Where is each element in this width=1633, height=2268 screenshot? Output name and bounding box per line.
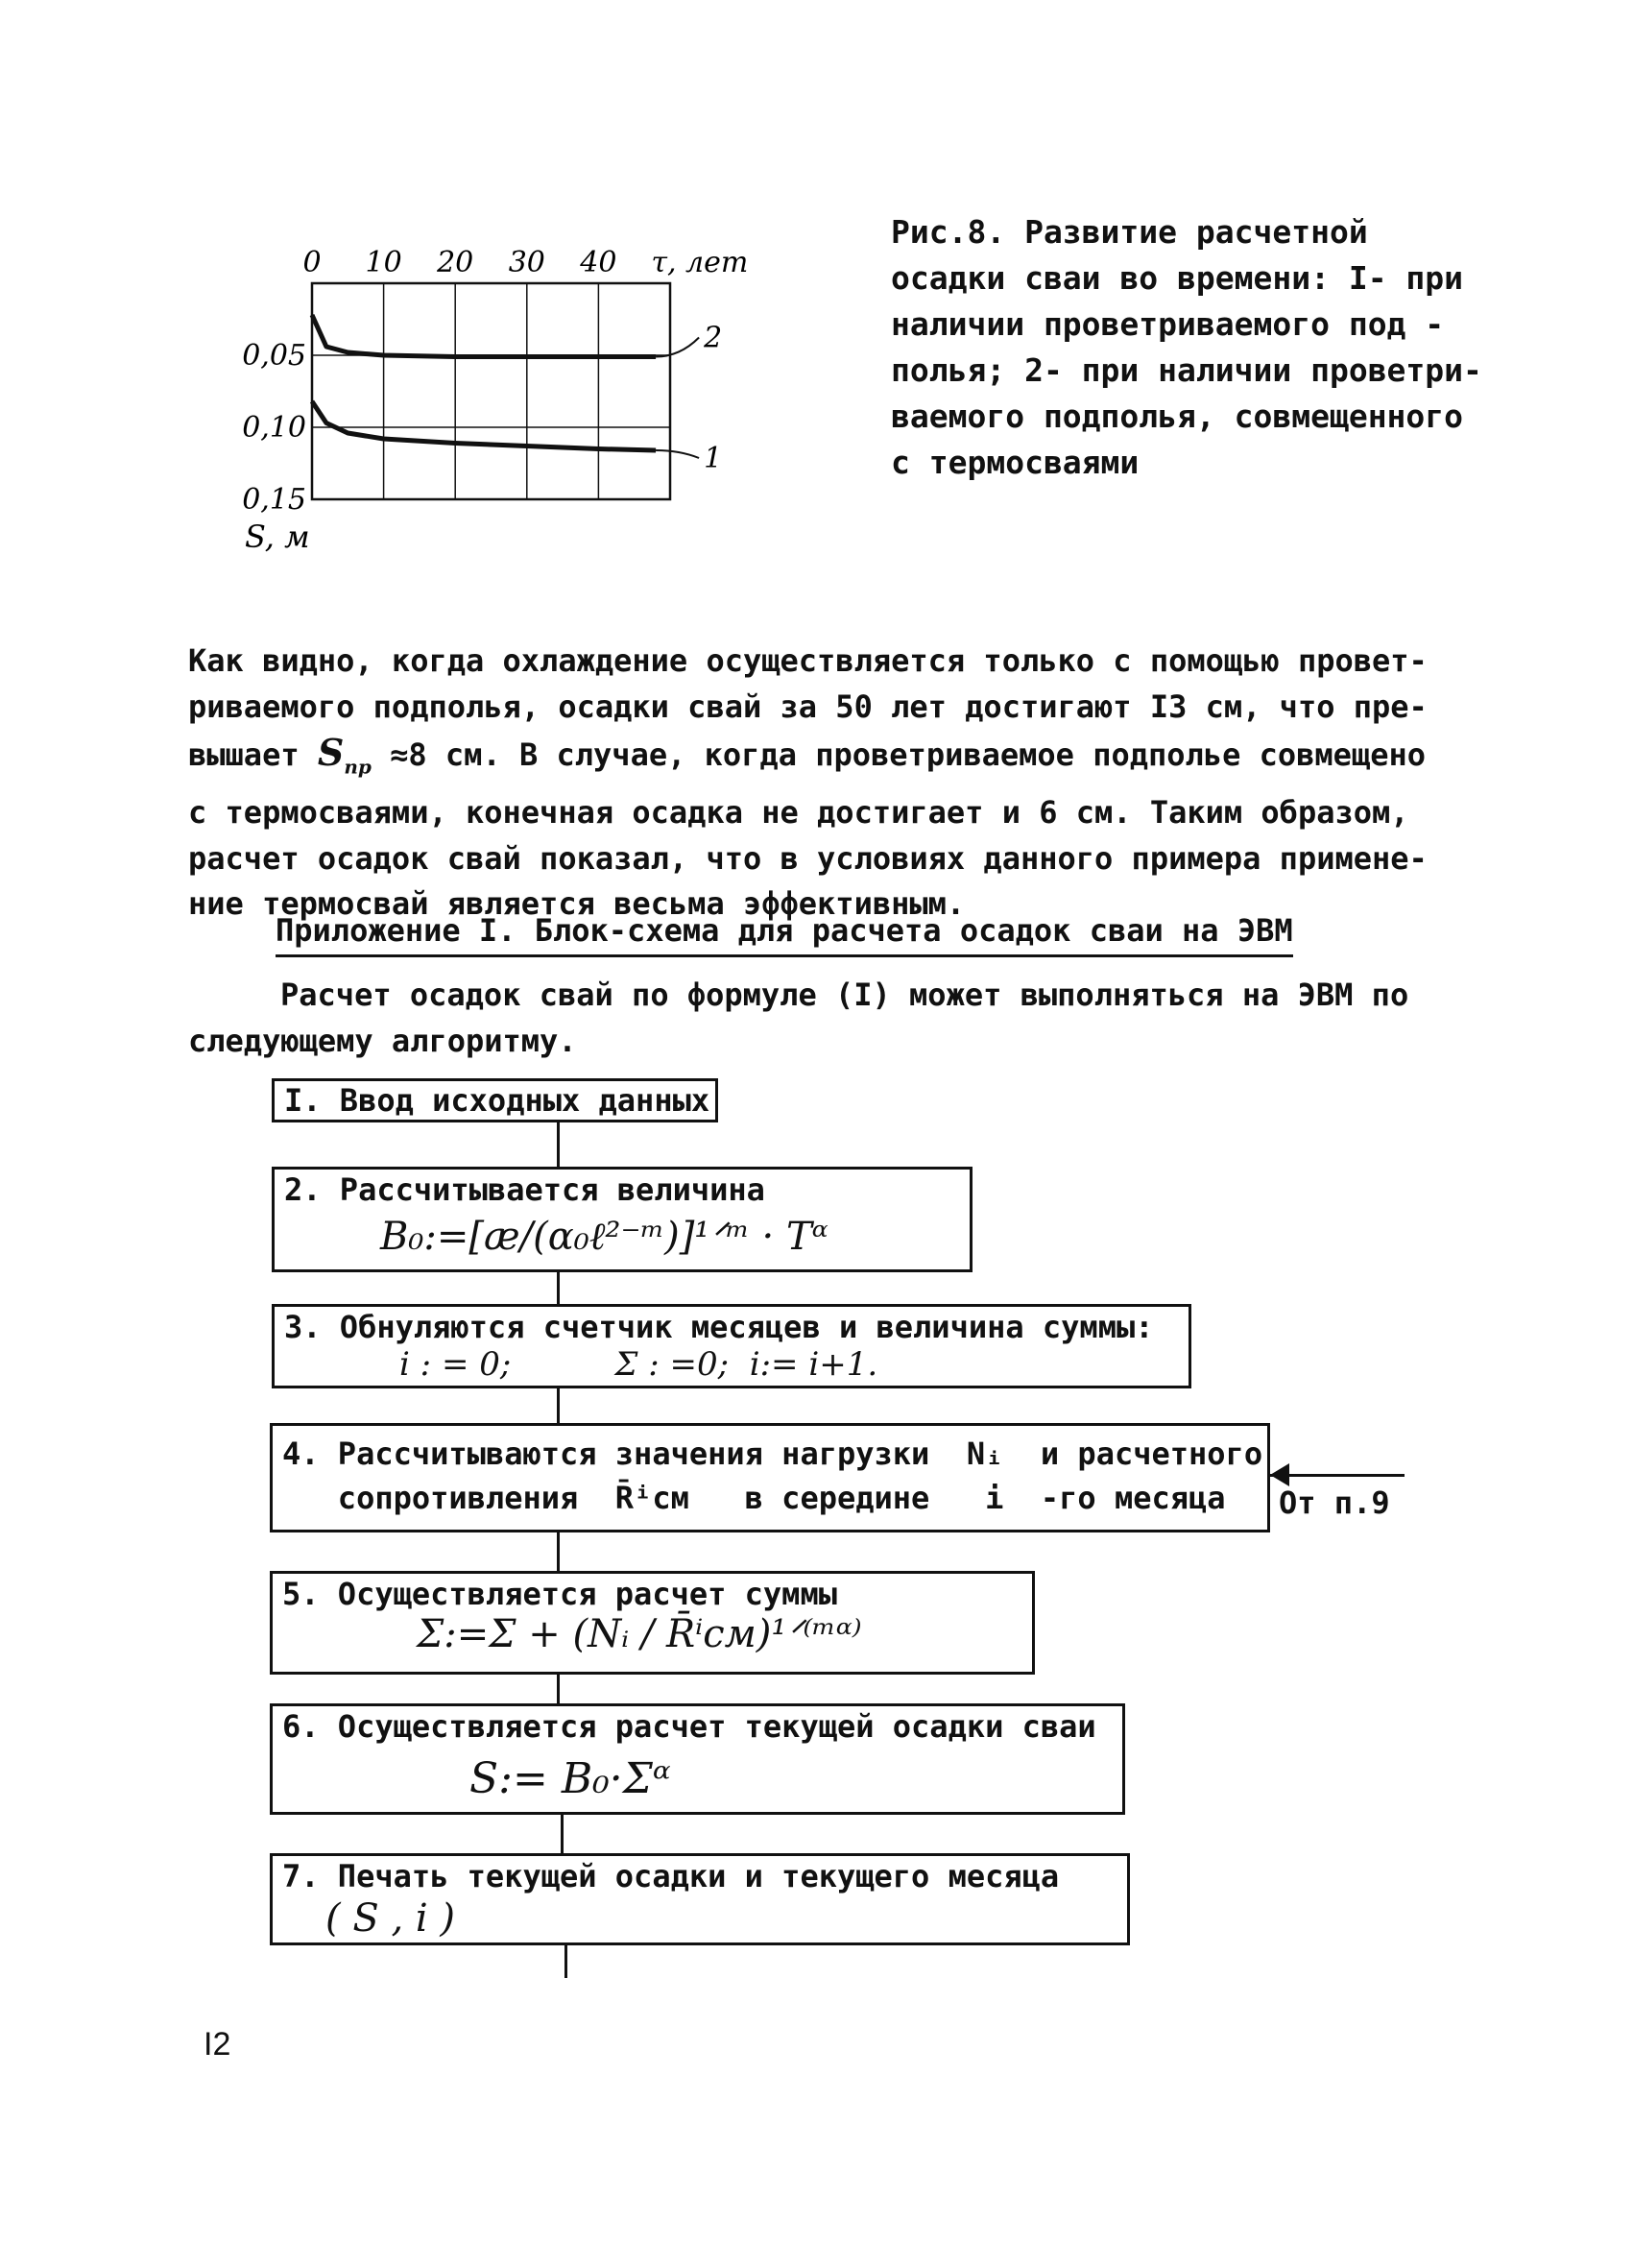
y-tick-label: 0,15 [242, 483, 306, 517]
x-tick-label: 40 [580, 246, 617, 279]
step-formula: i : = 0; Σ : =0; i:= i+1. [399, 1345, 878, 1384]
flowchart-step-3 [272, 1304, 1191, 1388]
paragraph-line: Как видно, когда охлаждение осуществляется только с помощью провет- [188, 642, 1428, 679]
paragraph-line: риваемого подполья, осадки свай за 50 лет достигают I3 см, что пре- [188, 688, 1428, 725]
s-symbol: S [317, 731, 345, 774]
flowchart-connector [557, 1675, 560, 1703]
x-tick-label: 20 [437, 246, 474, 279]
step-text: 5. Осуществляется расчет суммы [282, 1576, 837, 1612]
flowchart-connector [561, 1815, 564, 1853]
step-text: 7. Печать текущей осадки и текущего месяца [282, 1858, 1060, 1894]
flowchart-connector [564, 1945, 567, 1978]
appendix-heading: Приложение I. Блок-схема для расчета осадок сваи на ЭВМ [276, 912, 1293, 957]
paragraph-line: расчет осадок свай показал, что в условиях данного примера примене- [188, 839, 1428, 877]
flowchart-step-6 [270, 1703, 1125, 1815]
y-tick-label: 0,05 [242, 339, 306, 373]
step-formula: Σ:=Σ + (Nᵢ / R̄ⁱсм)¹ᐟ⁽ᵐᵅ⁾ [417, 1612, 862, 1656]
flowchart-step-2 [272, 1167, 973, 1272]
reference-label: От п.9 [1279, 1484, 1390, 1521]
flowchart-step-7 [270, 1853, 1130, 1945]
chart-series [312, 315, 699, 458]
settlement-chart [221, 221, 758, 586]
intro-paragraph [188, 972, 1446, 1064]
flowchart-connector [557, 1122, 560, 1167]
paragraph-line-part: вышает [188, 736, 318, 773]
paragraph-line [188, 730, 1446, 790]
step-formula: B₀:=[æ/(α₀ℓ²⁻ᵐ)]¹ᐟᵐ · Tᵅ [380, 1215, 829, 1259]
intro-line: следующему алгоритму. [188, 1023, 577, 1059]
x-tick-label: 10 [365, 246, 402, 279]
figure-caption: Рис.8. Развитие расчетной осадки сваи во времени: I- при наличии проветриваемого под - полья; 2- при наличии проветри- ваемого подполья, совмещенного с термосваями [891, 213, 1482, 481]
x-tick-label: 30 [508, 246, 545, 279]
curve-label: 1 [704, 442, 723, 475]
step-text: I. Ввод исходных данных [284, 1082, 710, 1119]
paragraph-line-part: ≈8 см. В случае, когда проветриваемое подполье совмещено [371, 736, 1426, 773]
body-paragraph [188, 639, 1446, 928]
plot-frame [312, 283, 670, 499]
chart-tick-labels [242, 246, 748, 555]
x-axis-label: τ, лет [651, 246, 749, 279]
curve-leader-line [656, 450, 699, 458]
flowchart-step-5 [270, 1571, 1035, 1675]
step-text: 6. Осуществляется расчет текущей осадки сваи [282, 1708, 1096, 1745]
curve-label: 2 [704, 321, 723, 355]
flowchart-connector [557, 1272, 560, 1304]
s-subscript: пр [344, 755, 372, 779]
chart-grid [312, 283, 670, 499]
loop-back-arrow [1270, 1474, 1405, 1477]
flowchart-step-4 [270, 1423, 1270, 1532]
curve-leader-line [656, 338, 699, 357]
page-number: I2 [204, 2026, 231, 2063]
series-line-2 [312, 315, 656, 357]
step-formula: S:= B₀·Σᵅ [469, 1754, 671, 1803]
step-text: сопротивления R̄ⁱсм в середине i -го месяца [282, 1480, 1226, 1516]
s-limit-symbol [317, 731, 372, 779]
arrow-head-icon [1270, 1463, 1289, 1486]
paragraph-line: ние термосвай является весьма эффективным. [188, 885, 966, 923]
series-line-1 [312, 401, 656, 450]
paragraph-line: с термосваями, конечная осадка не достигает и 6 см. Таким образом, [188, 794, 1409, 832]
step-text: 4. Рассчитываются значения нагрузки Nᵢ и расчетного [282, 1436, 1263, 1472]
step-text: 3. Обнуляются счетчик месяцев и величина суммы: [284, 1309, 1154, 1345]
flowchart-connector [557, 1532, 560, 1571]
x-tick-label: 0 [302, 246, 322, 279]
step-formula: ( S , i ) [325, 1896, 455, 1941]
intro-line: Расчет осадок свай по формуле (I) может выполняться на ЭВМ по [280, 977, 1409, 1013]
y-tick-label: 0,10 [242, 411, 306, 445]
flowchart-connector [557, 1388, 560, 1423]
flowchart-step-1 [272, 1078, 718, 1122]
y-axis-label: S, м [245, 519, 310, 555]
step-text: 2. Рассчитывается величина [284, 1171, 765, 1208]
